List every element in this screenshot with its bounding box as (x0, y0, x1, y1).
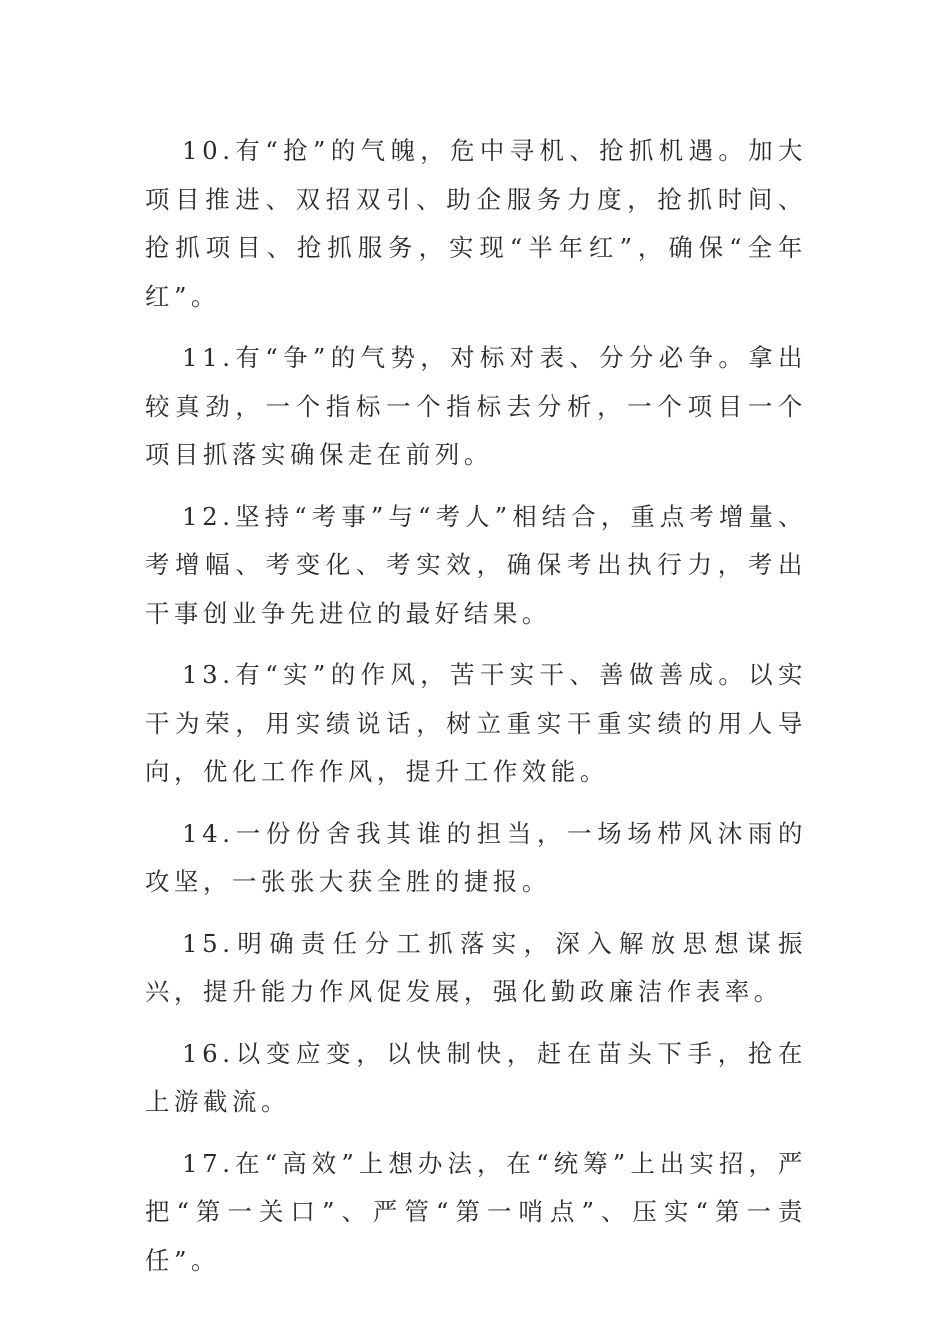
paragraph-13: 13.有“实”的作风，苦干实干、善做善成。以实干为荣，用实绩说话，树立重实干重实绩的用人导向，优化工作作风，提升工作效能。 (145, 660, 807, 786)
paragraph-15: 15.明确责任分工抓落实，深入解放思想谋振兴，提升能力作风促发展，强化勤政廉洁作表率。 (145, 928, 807, 1006)
paragraph-11: 11.有“争”的气势，对标对表、分分必争。拿出较真劲，一个指标一个指标去分析，一个项目一个项目抓落实确保走在前列。 (145, 343, 807, 469)
paragraph-14: 14.一份份舍我其谁的担当，一场场栉风沐雨的攻坚，一张张大获全胜的捷报。 (145, 818, 807, 896)
paragraph-10: 10.有“抢”的气魄，危中寻机、抢抓机遇。加大项目推进、双招双引、助企服务力度，抢抓时间、抢抓项目、抢抓服务，实现“半年红”，确保“全年红”。 (145, 136, 807, 311)
paragraph-17: 17.在“高效”上想办法，在“统筹”上出实招，严把“第一关口”、严管“第一哨点”、压实“第一责任”。 (145, 1148, 807, 1275)
document-body (145, 127, 807, 1298)
paragraph-16: 16.以变应变，以快制快，赶在苗头下手，抢在上游截流。 (145, 1038, 807, 1116)
paragraph-12: 12.坚持“考事”与“考人”相结合，重点考增量、考增幅、考变化、考实效，确保考出执行力，考出干事创业争先进位的最好结果。 (145, 501, 807, 628)
